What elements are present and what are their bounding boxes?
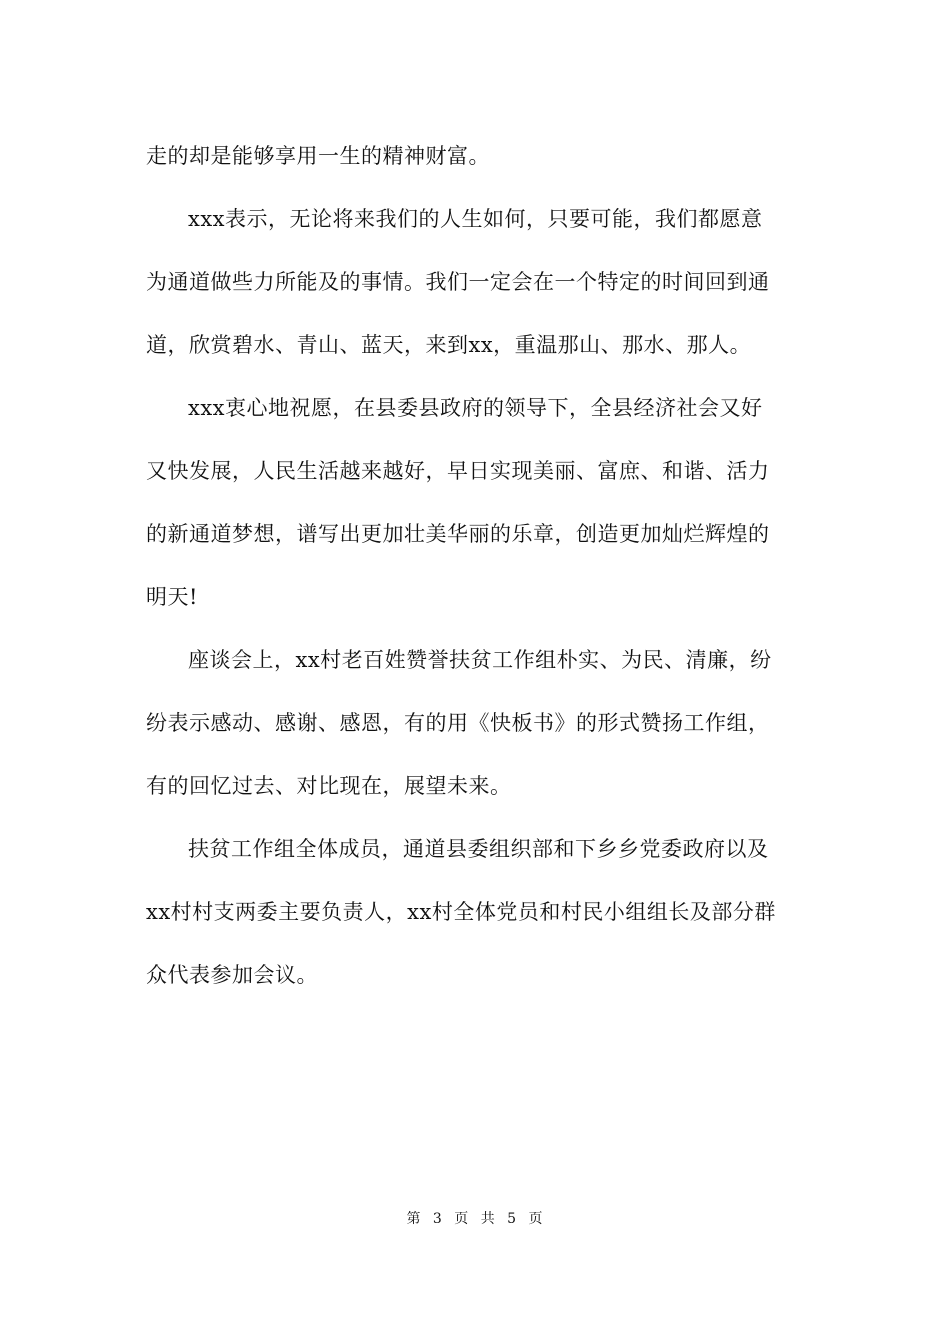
text-line: 纷表示感动、感谢、感恩，有的用《快板书》的形式赞扬工作组， [146,711,770,735]
footer-current-page: 3 [432,1211,443,1227]
text-line: 又快发展，人民生活越来越好，早日实现美丽、富庶、和谐、活力 [146,459,770,483]
footer-page-word: 页 [454,1211,470,1227]
footer-prefix: 第 [406,1211,422,1227]
text-line: 扶贫工作组全体成员，通道县委组织部和下乡乡党委政府以及 [188,837,769,861]
text-line: 众代表参加会议。 [146,963,318,987]
text-line: 走的却是能够享用一生的精神财富。 [146,144,490,168]
text-line: xxx表示，无论将来我们的人生如何，只要可能，我们都愿意 [188,207,763,231]
footer-suffix: 页 [528,1211,544,1227]
page-footer [0,1208,950,1228]
text-line: xxx衷心地祝愿，在县委县政府的领导下，全县经济社会又好 [188,396,763,420]
paragraph-5 [146,818,810,1007]
text-line: 的新通道梦想，谱写出更加壮美华丽的乐章，创造更加灿烂辉煌的 [146,522,770,546]
text-line: 道，欣赏碧水、青山、蓝天，来到xx，重温那山、那水、那人。 [146,333,752,357]
paragraph-2 [146,188,810,377]
footer-total-word: 共 [480,1211,496,1227]
paragraph-1 [146,125,810,188]
text-line: 明天! [146,585,198,609]
text-line: xx村村支两委主要负责人，xx村全体党员和村民小组组长及部分群 [146,900,776,924]
document-body [146,125,810,1007]
text-line: 为通道做些力所能及的事情。我们一定会在一个特定的时间回到通 [146,270,770,294]
text-line: 有的回忆过去、对比现在，展望未来。 [146,774,512,798]
footer-total-pages: 5 [507,1211,518,1227]
paragraph-3 [146,377,810,629]
paragraph-4 [146,629,810,818]
text-line: 座谈会上，xx村老百姓赞誉扶贫工作组朴实、为民、清廉，纷 [188,648,772,672]
